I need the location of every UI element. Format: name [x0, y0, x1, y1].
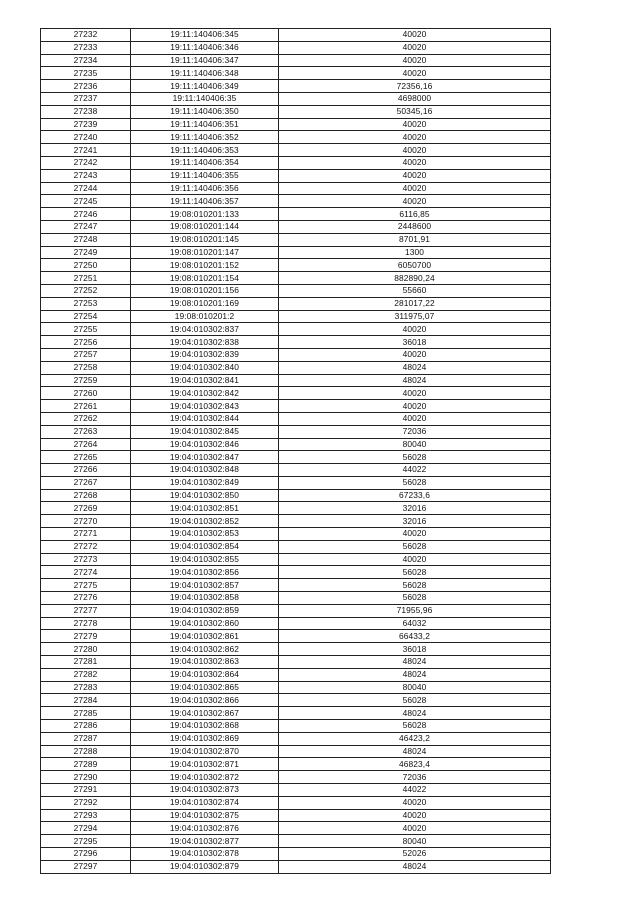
table-row [41, 592, 551, 605]
cadastral-number-cell: 19:04:010302:878 [131, 848, 279, 861]
cadastral-number-cell: 19:04:010302:859 [131, 604, 279, 617]
cadastral-number-cell: 19:04:010302:874 [131, 796, 279, 809]
table-row [41, 412, 551, 425]
row-number-cell: 27234 [41, 54, 131, 67]
table-row [41, 425, 551, 438]
cadastral-number-cell: 19:04:010302:869 [131, 732, 279, 745]
value-cell: 80040 [279, 681, 551, 694]
cadastral-number-cell: 19:04:010302:864 [131, 668, 279, 681]
row-number-cell: 27252 [41, 284, 131, 297]
row-number-cell: 27293 [41, 809, 131, 822]
value-cell: 56028 [279, 579, 551, 592]
value-cell: 40020 [279, 553, 551, 566]
value-cell: 40020 [279, 182, 551, 195]
table-row [41, 681, 551, 694]
cadastral-number-cell: 19:11:140406:348 [131, 67, 279, 80]
row-number-cell: 27276 [41, 592, 131, 605]
table-row [41, 822, 551, 835]
row-number-cell: 27266 [41, 464, 131, 477]
value-cell: 4698000 [279, 92, 551, 105]
cadastral-number-cell: 19:04:010302:846 [131, 438, 279, 451]
row-number-cell: 27273 [41, 553, 131, 566]
table-row [41, 208, 551, 221]
cadastral-number-cell: 19:04:010302:843 [131, 400, 279, 413]
cadastral-number-cell: 19:11:140406:351 [131, 118, 279, 131]
row-number-cell: 27268 [41, 489, 131, 502]
table-row [41, 745, 551, 758]
row-number-cell: 27256 [41, 336, 131, 349]
table-row [41, 515, 551, 528]
row-number-cell: 27253 [41, 297, 131, 310]
row-number-cell: 27289 [41, 758, 131, 771]
cadastral-number-cell: 19:04:010302:871 [131, 758, 279, 771]
cadastral-number-cell: 19:04:010302:867 [131, 707, 279, 720]
cadastral-number-cell: 19:08:010201:145 [131, 233, 279, 246]
row-number-cell: 27291 [41, 784, 131, 797]
table-row [41, 105, 551, 118]
table-row [41, 784, 551, 797]
table-row [41, 809, 551, 822]
value-cell: 44022 [279, 784, 551, 797]
value-cell: 72036 [279, 771, 551, 784]
cadastral-number-cell: 19:04:010302:849 [131, 476, 279, 489]
row-number-cell: 27292 [41, 796, 131, 809]
table-row [41, 579, 551, 592]
cadastral-number-cell: 19:04:010302:852 [131, 515, 279, 528]
row-number-cell: 27238 [41, 105, 131, 118]
table-row [41, 144, 551, 157]
value-cell: 40020 [279, 156, 551, 169]
row-number-cell: 27269 [41, 502, 131, 515]
value-cell: 56028 [279, 694, 551, 707]
table-row [41, 656, 551, 669]
cadastral-number-cell: 19:04:010302:853 [131, 528, 279, 541]
table-row [41, 617, 551, 630]
table-row [41, 156, 551, 169]
cadastral-number-cell: 19:04:010302:839 [131, 348, 279, 361]
value-cell: 40020 [279, 412, 551, 425]
value-cell: 46823,4 [279, 758, 551, 771]
table-row [41, 336, 551, 349]
value-cell: 52026 [279, 848, 551, 861]
cadastral-number-cell: 19:04:010302:877 [131, 835, 279, 848]
row-number-cell: 27248 [41, 233, 131, 246]
data-table [40, 28, 551, 874]
value-cell: 48024 [279, 707, 551, 720]
table-row [41, 771, 551, 784]
value-cell: 32016 [279, 502, 551, 515]
table-row [41, 92, 551, 105]
cadastral-number-cell: 19:04:010302:847 [131, 451, 279, 464]
table-row [41, 297, 551, 310]
table-row [41, 169, 551, 182]
cadastral-number-cell: 19:11:140406:355 [131, 169, 279, 182]
cadastral-number-cell: 19:11:140406:349 [131, 80, 279, 93]
row-number-cell: 27272 [41, 540, 131, 553]
value-cell: 32016 [279, 515, 551, 528]
cadastral-number-cell: 19:04:010302:875 [131, 809, 279, 822]
table-row [41, 400, 551, 413]
table-row [41, 29, 551, 42]
table-row [41, 707, 551, 720]
value-cell: 50345,16 [279, 105, 551, 118]
cadastral-number-cell: 19:08:010201:154 [131, 272, 279, 285]
value-cell: 1300 [279, 246, 551, 259]
cadastral-number-cell: 19:04:010302:860 [131, 617, 279, 630]
row-number-cell: 27278 [41, 617, 131, 630]
cadastral-number-cell: 19:04:010302:837 [131, 323, 279, 336]
row-number-cell: 27235 [41, 67, 131, 80]
table-row [41, 758, 551, 771]
cadastral-number-cell: 19:04:010302:861 [131, 630, 279, 643]
row-number-cell: 27275 [41, 579, 131, 592]
cadastral-number-cell: 19:04:010302:876 [131, 822, 279, 835]
value-cell: 40020 [279, 387, 551, 400]
cadastral-number-cell: 19:11:140406:346 [131, 41, 279, 54]
cadastral-number-cell: 19:04:010302:844 [131, 412, 279, 425]
value-cell: 36018 [279, 643, 551, 656]
row-number-cell: 27236 [41, 80, 131, 93]
value-cell: 72356,16 [279, 80, 551, 93]
value-cell: 40020 [279, 67, 551, 80]
value-cell: 40020 [279, 29, 551, 42]
value-cell: 40020 [279, 54, 551, 67]
value-cell: 40020 [279, 195, 551, 208]
cadastral-number-cell: 19:04:010302:838 [131, 336, 279, 349]
row-number-cell: 27245 [41, 195, 131, 208]
cadastral-number-cell: 19:04:010302:854 [131, 540, 279, 553]
value-cell: 44022 [279, 464, 551, 477]
row-number-cell: 27240 [41, 131, 131, 144]
row-number-cell: 27287 [41, 732, 131, 745]
table-row [41, 361, 551, 374]
value-cell: 40020 [279, 400, 551, 413]
cadastral-number-cell: 19:08:010201:2 [131, 310, 279, 323]
row-number-cell: 27285 [41, 707, 131, 720]
value-cell: 40020 [279, 809, 551, 822]
value-cell: 40020 [279, 796, 551, 809]
table-row [41, 438, 551, 451]
table-row [41, 732, 551, 745]
table-row [41, 528, 551, 541]
cadastral-number-cell: 19:11:140406:352 [131, 131, 279, 144]
cadastral-number-cell: 19:08:010201:133 [131, 208, 279, 221]
row-number-cell: 27260 [41, 387, 131, 400]
value-cell: 281017,22 [279, 297, 551, 310]
table-row [41, 323, 551, 336]
cadastral-number-cell: 19:11:140406:357 [131, 195, 279, 208]
cadastral-number-cell: 19:04:010302:868 [131, 720, 279, 733]
cadastral-number-cell: 19:04:010302:863 [131, 656, 279, 669]
cadastral-number-cell: 19:04:010302:855 [131, 553, 279, 566]
value-cell: 40020 [279, 323, 551, 336]
value-cell: 8701,91 [279, 233, 551, 246]
cadastral-number-cell: 19:04:010302:840 [131, 361, 279, 374]
table-row [41, 80, 551, 93]
table-row [41, 220, 551, 233]
row-number-cell: 27239 [41, 118, 131, 131]
table-row [41, 387, 551, 400]
value-cell: 40020 [279, 822, 551, 835]
row-number-cell: 27244 [41, 182, 131, 195]
cadastral-number-cell: 19:04:010302:841 [131, 374, 279, 387]
value-cell: 64032 [279, 617, 551, 630]
value-cell: 311975,07 [279, 310, 551, 323]
row-number-cell: 27279 [41, 630, 131, 643]
table-row [41, 720, 551, 733]
value-cell: 40020 [279, 169, 551, 182]
row-number-cell: 27257 [41, 348, 131, 361]
cadastral-number-cell: 19:11:140406:350 [131, 105, 279, 118]
row-number-cell: 27259 [41, 374, 131, 387]
cadastral-number-cell: 19:04:010302:845 [131, 425, 279, 438]
table-row [41, 668, 551, 681]
table-row [41, 284, 551, 297]
value-cell: 40020 [279, 118, 551, 131]
cadastral-number-cell: 19:11:140406:353 [131, 144, 279, 157]
table-row [41, 553, 551, 566]
row-number-cell: 27261 [41, 400, 131, 413]
row-number-cell: 27237 [41, 92, 131, 105]
table-row [41, 310, 551, 323]
value-cell: 48024 [279, 374, 551, 387]
value-cell: 48024 [279, 361, 551, 374]
value-cell: 80040 [279, 438, 551, 451]
row-number-cell: 27284 [41, 694, 131, 707]
value-cell: 56028 [279, 476, 551, 489]
table-row [41, 566, 551, 579]
value-cell: 48024 [279, 745, 551, 758]
cadastral-number-cell: 19:04:010302:850 [131, 489, 279, 502]
value-cell: 56028 [279, 720, 551, 733]
row-number-cell: 27295 [41, 835, 131, 848]
table-row [41, 464, 551, 477]
row-number-cell: 27242 [41, 156, 131, 169]
table-row [41, 848, 551, 861]
table-row [41, 54, 551, 67]
table-row [41, 796, 551, 809]
row-number-cell: 27262 [41, 412, 131, 425]
value-cell: 6116,85 [279, 208, 551, 221]
value-cell: 36018 [279, 336, 551, 349]
table-row [41, 643, 551, 656]
value-cell: 48024 [279, 656, 551, 669]
table-row [41, 246, 551, 259]
cadastral-number-cell: 19:04:010302:857 [131, 579, 279, 592]
row-number-cell: 27258 [41, 361, 131, 374]
value-cell: 56028 [279, 451, 551, 464]
row-number-cell: 27249 [41, 246, 131, 259]
row-number-cell: 27232 [41, 29, 131, 42]
table-row [41, 489, 551, 502]
row-number-cell: 27270 [41, 515, 131, 528]
table-row [41, 604, 551, 617]
table-row [41, 835, 551, 848]
row-number-cell: 27288 [41, 745, 131, 758]
cadastral-number-cell: 19:04:010302:865 [131, 681, 279, 694]
table-row [41, 540, 551, 553]
cadastral-number-cell: 19:04:010302:851 [131, 502, 279, 515]
row-number-cell: 27280 [41, 643, 131, 656]
table-row [41, 118, 551, 131]
cadastral-number-cell: 19:08:010201:147 [131, 246, 279, 259]
value-cell: 48024 [279, 668, 551, 681]
row-number-cell: 27282 [41, 668, 131, 681]
row-number-cell: 27290 [41, 771, 131, 784]
row-number-cell: 27271 [41, 528, 131, 541]
row-number-cell: 27247 [41, 220, 131, 233]
row-number-cell: 27274 [41, 566, 131, 579]
table-row [41, 348, 551, 361]
row-number-cell: 27251 [41, 272, 131, 285]
row-number-cell: 27246 [41, 208, 131, 221]
cadastral-number-cell: 19:04:010302:858 [131, 592, 279, 605]
cadastral-number-cell: 19:04:010302:848 [131, 464, 279, 477]
row-number-cell: 27277 [41, 604, 131, 617]
value-cell: 40020 [279, 131, 551, 144]
table-row [41, 476, 551, 489]
value-cell: 67233,6 [279, 489, 551, 502]
table-body [41, 29, 551, 874]
value-cell: 72036 [279, 425, 551, 438]
row-number-cell: 27264 [41, 438, 131, 451]
table-row [41, 630, 551, 643]
value-cell: 46423,2 [279, 732, 551, 745]
row-number-cell: 27296 [41, 848, 131, 861]
row-number-cell: 27281 [41, 656, 131, 669]
cadastral-number-cell: 19:04:010302:862 [131, 643, 279, 656]
cadastral-number-cell: 19:11:140406:35 [131, 92, 279, 105]
row-number-cell: 27263 [41, 425, 131, 438]
row-number-cell: 27254 [41, 310, 131, 323]
value-cell: 56028 [279, 540, 551, 553]
row-number-cell: 27297 [41, 860, 131, 873]
table-row [41, 41, 551, 54]
row-number-cell: 27255 [41, 323, 131, 336]
table-row [41, 259, 551, 272]
value-cell: 40020 [279, 348, 551, 361]
row-number-cell: 27265 [41, 451, 131, 464]
cadastral-number-cell: 19:08:010201:169 [131, 297, 279, 310]
value-cell: 80040 [279, 835, 551, 848]
cadastral-number-cell: 19:04:010302:866 [131, 694, 279, 707]
cadastral-number-cell: 19:04:010302:842 [131, 387, 279, 400]
value-cell: 71955,96 [279, 604, 551, 617]
value-cell: 55660 [279, 284, 551, 297]
cadastral-number-cell: 19:11:140406:356 [131, 182, 279, 195]
cadastral-number-cell: 19:08:010201:152 [131, 259, 279, 272]
value-cell: 56028 [279, 566, 551, 579]
table-row [41, 374, 551, 387]
value-cell: 48024 [279, 860, 551, 873]
row-number-cell: 27243 [41, 169, 131, 182]
cadastral-number-cell: 19:11:140406:354 [131, 156, 279, 169]
table-row [41, 272, 551, 285]
row-number-cell: 27250 [41, 259, 131, 272]
table-row [41, 694, 551, 707]
value-cell: 6050700 [279, 259, 551, 272]
cadastral-number-cell: 19:04:010302:856 [131, 566, 279, 579]
row-number-cell: 27283 [41, 681, 131, 694]
value-cell: 40020 [279, 41, 551, 54]
table-row [41, 860, 551, 873]
value-cell: 40020 [279, 144, 551, 157]
value-cell: 56028 [279, 592, 551, 605]
value-cell: 40020 [279, 528, 551, 541]
value-cell: 2448600 [279, 220, 551, 233]
cadastral-number-cell: 19:04:010302:879 [131, 860, 279, 873]
table-row [41, 502, 551, 515]
cadastral-number-cell: 19:04:010302:870 [131, 745, 279, 758]
table-row [41, 131, 551, 144]
table-row [41, 233, 551, 246]
table-row [41, 451, 551, 464]
row-number-cell: 27241 [41, 144, 131, 157]
row-number-cell: 27294 [41, 822, 131, 835]
cadastral-number-cell: 19:11:140406:347 [131, 54, 279, 67]
table-row [41, 67, 551, 80]
value-cell: 882890,24 [279, 272, 551, 285]
table-row [41, 195, 551, 208]
table-row [41, 182, 551, 195]
cadastral-number-cell: 19:04:010302:872 [131, 771, 279, 784]
cadastral-number-cell: 19:08:010201:144 [131, 220, 279, 233]
row-number-cell: 27267 [41, 476, 131, 489]
cadastral-number-cell: 19:08:010201:156 [131, 284, 279, 297]
row-number-cell: 27233 [41, 41, 131, 54]
cadastral-number-cell: 19:11:140406:345 [131, 29, 279, 42]
value-cell: 66433,2 [279, 630, 551, 643]
row-number-cell: 27286 [41, 720, 131, 733]
cadastral-number-cell: 19:04:010302:873 [131, 784, 279, 797]
